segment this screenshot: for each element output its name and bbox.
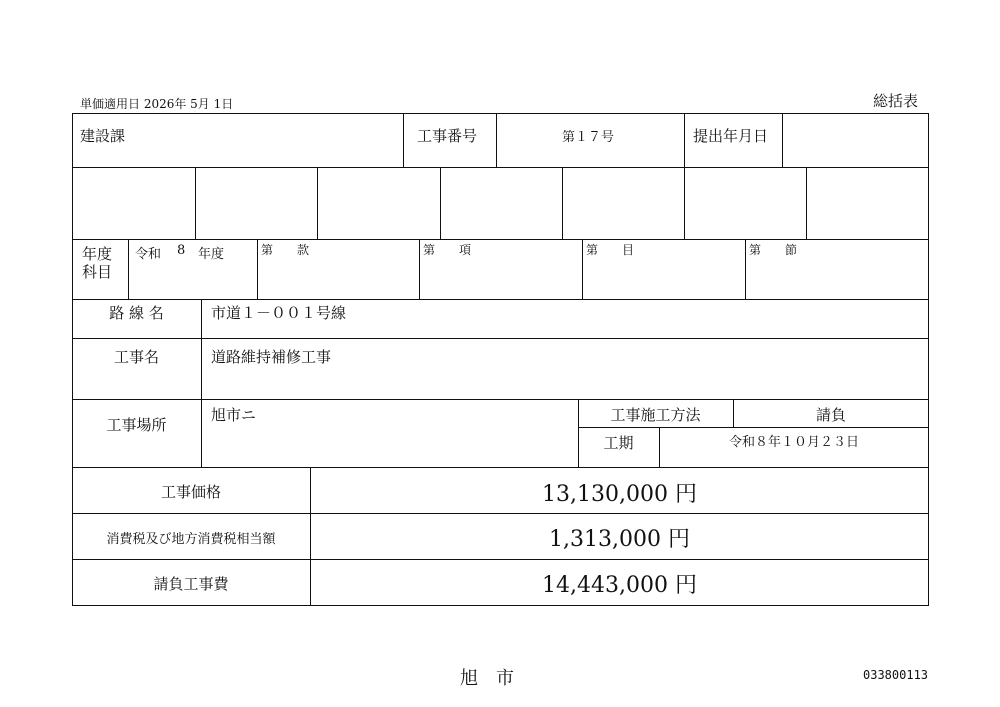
method-value: 請負 [815,406,846,424]
col-divider [317,167,318,239]
col-divider [782,113,783,167]
row-divider [578,427,929,428]
col-divider [745,239,746,299]
tax-label: 消費税及び地方消費税相当額 [106,532,276,547]
col-divider [496,113,497,167]
col-divider [440,167,441,239]
row-divider [72,239,929,240]
work-name-value: 道路維持補修工事 [211,348,332,366]
col-divider [201,299,202,467]
work-name-label: 工事名 [113,348,159,366]
location-value: 旭市ニ [211,406,257,424]
work-price-label: 工事価格 [160,483,221,501]
budget-label-year: 年度 [82,245,113,263]
budget-label-item: 科目 [82,263,113,281]
total-value: 14,443,000 円 [542,573,697,598]
col-divider [582,239,583,299]
row-divider [72,167,929,168]
fiscal-era: 令和 [135,247,162,262]
city-name: 旭 市 [460,668,514,689]
fiscal-year: 8 [177,243,186,258]
col-divider [562,167,563,239]
work-number: 第１７号 [562,130,615,145]
route-label: 路 線 名 [109,304,164,322]
department: 建設課 [80,127,126,145]
total-label: 請負工事費 [153,575,229,593]
budget-kou: 第 項 [423,243,472,257]
period-label: 工期 [603,434,634,452]
work-number-label: 工事番号 [417,127,478,145]
col-divider [128,239,129,299]
submit-date-label: 提出年月日 [693,127,769,145]
fiscal-suffix: 年度 [198,247,225,262]
col-divider [806,167,807,239]
route-value: 市道１－００１号線 [211,304,347,322]
col-divider [684,113,685,167]
col-divider [403,113,404,167]
budget-kan: 第 款 [261,243,310,257]
unit-price-date: 単価適用日 2026年 5月 1日 [80,97,234,111]
row-divider [72,513,929,514]
location-label: 工事場所 [106,416,167,434]
period-value: 令和８年１０月２３日 [728,435,859,450]
col-divider [419,239,420,299]
summary-title: 総括表 [873,92,919,110]
work-price-value: 13,130,000 円 [542,482,697,507]
method-label: 工事施工方法 [610,406,701,424]
col-divider [684,167,685,239]
row-divider [72,467,929,468]
budget-moku: 第 目 [586,243,635,257]
budget-setsu: 第 節 [749,243,798,257]
col-divider [195,167,196,239]
tax-value: 1,313,000 円 [549,527,690,552]
col-divider [257,239,258,299]
document-code: 033800113 [863,668,929,682]
row-divider [72,559,929,560]
